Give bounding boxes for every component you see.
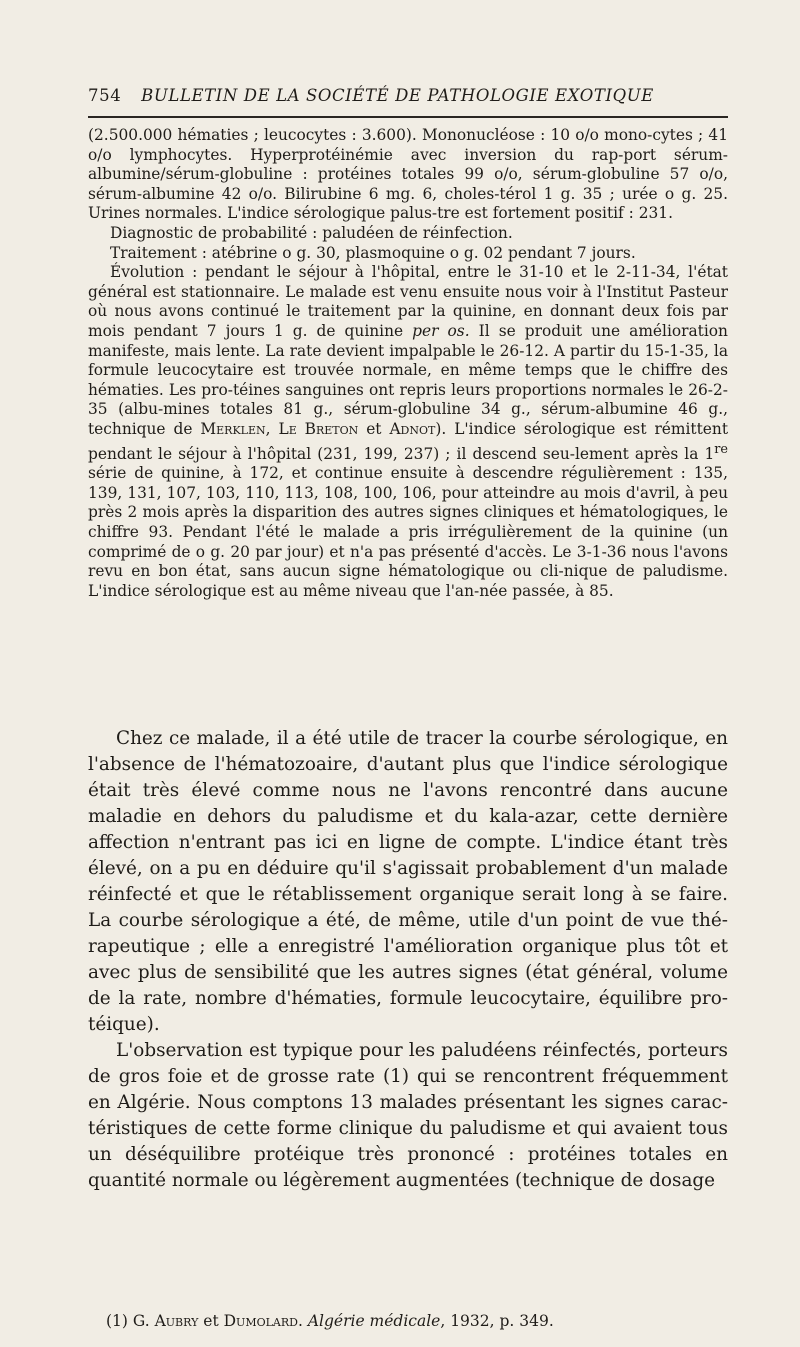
superscript-re: re	[714, 441, 728, 457]
discussion-paragraph-1: Chez ce malade, il a été utile de tracer la courbe sérologique, en l'absence de l'hématozoaire, d'autant plus que l'indice sérologique était très élevé comme nous ne l'avons rencontré dans aucune maladie en dehors du paludisme et du kala-azar, cette dernière affection n'entrant pas ici en ligne de compte. L'indice étant très élevé, on a pu en déduire qu'il s'agissait probablement d'un malade réinfecté et que le rétablissement organique serait long à se faire. La courbe sérologique a été, de même, utile d'un point de vue thé-rapeutique ; elle a enregistré l'amélioration organique plus tôt et avec plus de sensibilité que les autres signes (état général, volume de la rate, nombre d'hématies, formule leucocytaire, équilibre pro-téique).	[88, 728, 728, 1035]
header-rule	[88, 116, 728, 118]
diagnosis-paragraph: Diagnostic de probabilité : paludéen de réinfection.	[110, 223, 513, 242]
evolution-text-a: Évolution : pendant le séjour à l'hôpital, entre le 31-10 et le 2-11-34, l'état général est stationnaire. Le malade est venu ensuite nous voir à l'Institut Pasteur où nous avons continué le traitement par la quinine, en donnant deux fois par mois pendant 7 jours 1 g. de quinine	[88, 263, 728, 340]
discussion	[88, 726, 728, 1194]
author-le-breton: Le Breton	[278, 419, 359, 438]
author-adnot: Adnot	[389, 419, 436, 438]
treatment-paragraph: Traitement : atébrine o g. 30, plasmoquine o g. 02 pendant 7 jours.	[110, 243, 636, 262]
sep-1: ,	[265, 419, 279, 438]
footnote-dot: .	[297, 1312, 308, 1330]
author-merklen: Merklen	[200, 419, 266, 438]
case-observation	[88, 126, 728, 601]
discussion-paragraph-2: L'observation est typique pour les paludéens réinfectés, porteurs de gros foie et de grosse rate (1) qui se rencontrent fréquemment en Algérie. Nous comptons 13 malades présentant les signes carac-téristiques de cette forme clinique du paludisme et qui avaient tous un déséquilibre protéique très prononcé : protéines totales en quantité normale ou légèrement augmentées (technique de dosage	[88, 1040, 728, 1191]
running-head	[88, 86, 728, 105]
footnote-marker: (1)	[106, 1312, 128, 1330]
evolution-paragraph	[88, 263, 728, 601]
footnote-author-dumolard: Dumolard	[223, 1312, 298, 1330]
sep-2: et	[358, 419, 390, 438]
journal-title: BULLETIN DE LA SOCIÉTÉ DE PATHOLOGIE EXOTIQUE	[141, 86, 654, 105]
lab-results-paragraph: (2.500.000 hématies ; leucocytes : 3.600). Mononucléose : 10 o/o mono-cytes ; 41 o/o lymphocytes. Hyperprotéinémie avec inversion du rap-port sérum-albumine/sérum-globuline : protéines totales 99 o/o, sérum-globuline 57 o/o, sérum-albumine 42 o/o. Bilirubine 6 mg. 6, choles-térol 1 g. 35 ; urée o g. 25. Urines normales. L'indice sérologique palus-tre est fortement positif : 231.	[88, 126, 728, 223]
footnote	[88, 1312, 746, 1330]
footnote-citation: , 1932, p. 349.	[440, 1312, 554, 1330]
footnote-et: et	[198, 1312, 224, 1330]
per-os: per os.	[412, 321, 470, 340]
evolution-text-e: ). L'indice sérologique est rémittent pendant le séjour à l'hôpital (231, 199, 237) ; il descend seu-lement après la 1	[88, 419, 729, 463]
evolution-text-f: série de quinine, à 172, et continue ensuite à descendre régulièrement : 135, 139, 131, 107, 103, 110, 113, 108, 100, 106, pour atteindre au mois d'avril, à peu près 2 mois après la disparition des autres signes cliniques et hématologiques, le chiffre 93. Pendant l'été le malade a pris irrégulièrement de la quinine (un comprimé de o g. 20 par jour) et n'a pas présenté d'accès. Le 3-1-36 nous l'avons revu en bon état, sans aucun signe hématologique ou cli-nique de paludisme. L'indice sérologique est au même niveau que l'an-née passée, à 85.	[88, 464, 728, 600]
footnote-author-aubry: Aubry	[154, 1312, 199, 1330]
footnote-initial: G.	[132, 1312, 155, 1330]
page-number: 754	[88, 86, 122, 105]
evolution-text-b: Il se produit une amélioration manifeste, mais lente. La rate devient impalpable le 26-12. A partir du 15-1-35, la formule leucocytaire est trouvée normale, en même temps que le chiffre des hématies. Les pro-téines sanguines ont repris leurs proportions normales le 26-2-35 (albu-mines totales 81 g., sérum-globuline 34 g., sérum-albumine 46 g., technique de	[88, 321, 728, 438]
footnote-journal: Algérie médicale	[307, 1312, 441, 1330]
